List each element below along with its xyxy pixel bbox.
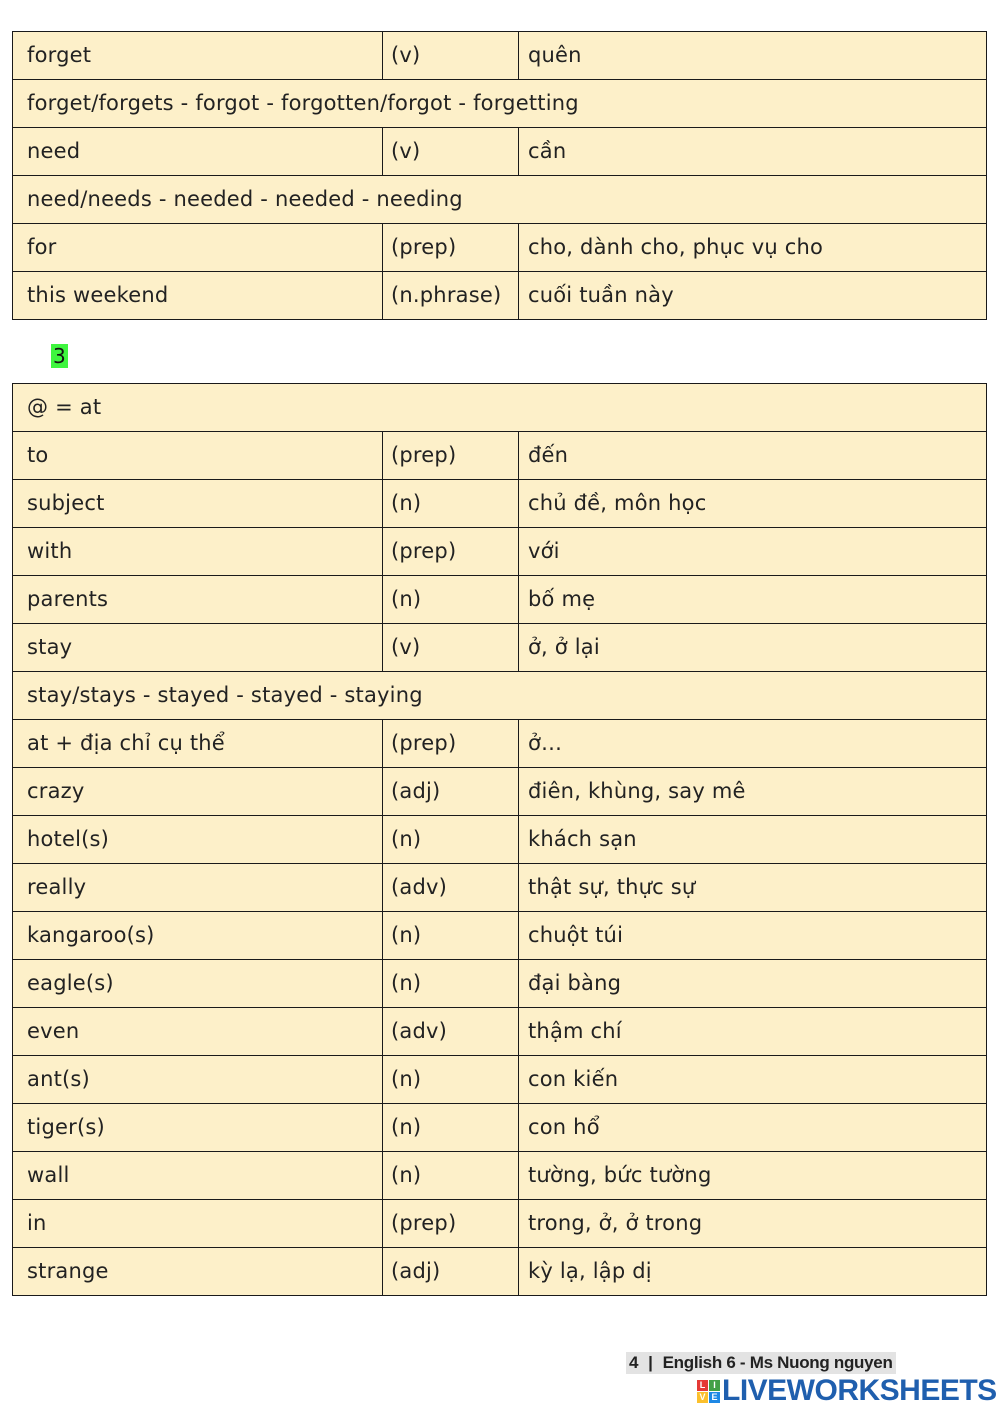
vocab-row — [13, 1248, 987, 1296]
footer-separator: | — [648, 1353, 653, 1372]
part-of-speech-cell: (adv) — [383, 864, 519, 912]
meaning-cell: thật sự, thực sự — [519, 864, 987, 912]
part-of-speech-cell: (n) — [383, 1152, 519, 1200]
logo-letter: E — [709, 1392, 720, 1403]
meaning-cell: ở… — [519, 720, 987, 768]
logo-letter: L — [697, 1380, 708, 1391]
word-cell: forget — [13, 32, 383, 80]
word-cell: tiger(s) — [13, 1104, 383, 1152]
part-of-speech-cell: (adj) — [383, 768, 519, 816]
meaning-cell: trong, ở, ở trong — [519, 1200, 987, 1248]
part-of-speech-cell: (prep) — [383, 528, 519, 576]
vocab-row — [13, 1152, 987, 1200]
word-cell: even — [13, 1008, 383, 1056]
vocab-row — [13, 576, 987, 624]
part-of-speech-cell: (v) — [383, 128, 519, 176]
meaning-cell: bố mẹ — [519, 576, 987, 624]
liveworksheets-brand — [697, 1376, 997, 1406]
conjugation-note: need/needs - needed - needed - needing — [13, 176, 987, 224]
page-footer — [626, 1352, 896, 1374]
conjugation-note: @ = at — [13, 384, 987, 432]
conjugation-row — [13, 176, 987, 224]
part-of-speech-cell: (prep) — [383, 1200, 519, 1248]
vocab-row — [13, 720, 987, 768]
vocab-row — [13, 1056, 987, 1104]
footer-title: English 6 - Ms Nuong nguyen — [662, 1353, 893, 1372]
word-cell: parents — [13, 576, 383, 624]
vocab-row — [13, 1200, 987, 1248]
meaning-cell: khách sạn — [519, 816, 987, 864]
vocab-row — [13, 960, 987, 1008]
conjugation-note: forget/forgets - forgot - forgotten/forgot - forgetting — [13, 80, 987, 128]
conjugation-note: stay/stays - stayed - stayed - staying — [13, 672, 987, 720]
part-of-speech-cell: (v) — [383, 624, 519, 672]
word-cell: with — [13, 528, 383, 576]
word-cell: at + địa chỉ cụ thể — [13, 720, 383, 768]
word-cell: crazy — [13, 768, 383, 816]
word-cell: wall — [13, 1152, 383, 1200]
page-number: 4 — [629, 1353, 639, 1372]
section-number: 3 — [53, 344, 66, 368]
word-cell: in — [13, 1200, 383, 1248]
vocab-row — [13, 864, 987, 912]
word-cell: subject — [13, 480, 383, 528]
word-cell: for — [13, 224, 383, 272]
part-of-speech-cell: (n) — [383, 816, 519, 864]
vocab-row — [13, 128, 987, 176]
word-cell: need — [13, 128, 383, 176]
meaning-cell: với — [519, 528, 987, 576]
part-of-speech-cell: (adj) — [383, 1248, 519, 1296]
word-cell: stay — [13, 624, 383, 672]
word-cell: strange — [13, 1248, 383, 1296]
meaning-cell: con kiến — [519, 1056, 987, 1104]
meaning-cell: đến — [519, 432, 987, 480]
vocab-row — [13, 272, 987, 320]
part-of-speech-cell: (prep) — [383, 432, 519, 480]
vocab-row — [13, 480, 987, 528]
meaning-cell: kỳ lạ, lập dị — [519, 1248, 987, 1296]
meaning-cell: đại bàng — [519, 960, 987, 1008]
vocab-row — [13, 1104, 987, 1152]
word-cell: this weekend — [13, 272, 383, 320]
word-cell: really — [13, 864, 383, 912]
part-of-speech-cell: (v) — [383, 32, 519, 80]
part-of-speech-cell: (n) — [383, 960, 519, 1008]
meaning-cell: điên, khùng, say mê — [519, 768, 987, 816]
part-of-speech-cell: (n) — [383, 1056, 519, 1104]
liveworksheets-logo-icon — [697, 1380, 720, 1403]
conjugation-row — [13, 672, 987, 720]
word-cell: kangaroo(s) — [13, 912, 383, 960]
meaning-cell: cần — [519, 128, 987, 176]
word-cell: ant(s) — [13, 1056, 383, 1104]
part-of-speech-cell: (prep) — [383, 720, 519, 768]
vocab-row — [13, 528, 987, 576]
vocab-row — [13, 768, 987, 816]
part-of-speech-cell: (n) — [383, 480, 519, 528]
meaning-cell: ở, ở lại — [519, 624, 987, 672]
meaning-cell: cuối tuần này — [519, 272, 987, 320]
meaning-cell: chuột túi — [519, 912, 987, 960]
part-of-speech-cell: (n) — [383, 576, 519, 624]
part-of-speech-cell: (n) — [383, 1104, 519, 1152]
vocab-table-2 — [12, 383, 987, 1296]
vocab-row — [13, 912, 987, 960]
vocab-table-1 — [12, 31, 987, 320]
conjugation-row — [13, 384, 987, 432]
vocab-row — [13, 224, 987, 272]
logo-letter: I — [709, 1380, 720, 1391]
word-cell: hotel(s) — [13, 816, 383, 864]
part-of-speech-cell: (adv) — [383, 1008, 519, 1056]
vocab-row — [13, 816, 987, 864]
meaning-cell: con hổ — [519, 1104, 987, 1152]
part-of-speech-cell: (n.phrase) — [383, 272, 519, 320]
vocab-row — [13, 624, 987, 672]
meaning-cell: thậm chí — [519, 1008, 987, 1056]
word-cell: eagle(s) — [13, 960, 383, 1008]
logo-letter: V — [697, 1392, 708, 1403]
vocab-row — [13, 32, 987, 80]
meaning-cell: chủ đề, môn học — [519, 480, 987, 528]
part-of-speech-cell: (prep) — [383, 224, 519, 272]
meaning-cell: cho, dành cho, phục vụ cho — [519, 224, 987, 272]
brand-name: LIVEWORKSHEETS — [722, 1374, 997, 1407]
part-of-speech-cell: (n) — [383, 912, 519, 960]
meaning-cell: tường, bức tường — [519, 1152, 987, 1200]
meaning-cell: quên — [519, 32, 987, 80]
conjugation-row — [13, 80, 987, 128]
vocab-row — [13, 1008, 987, 1056]
vocab-row — [13, 432, 987, 480]
word-cell: to — [13, 432, 383, 480]
